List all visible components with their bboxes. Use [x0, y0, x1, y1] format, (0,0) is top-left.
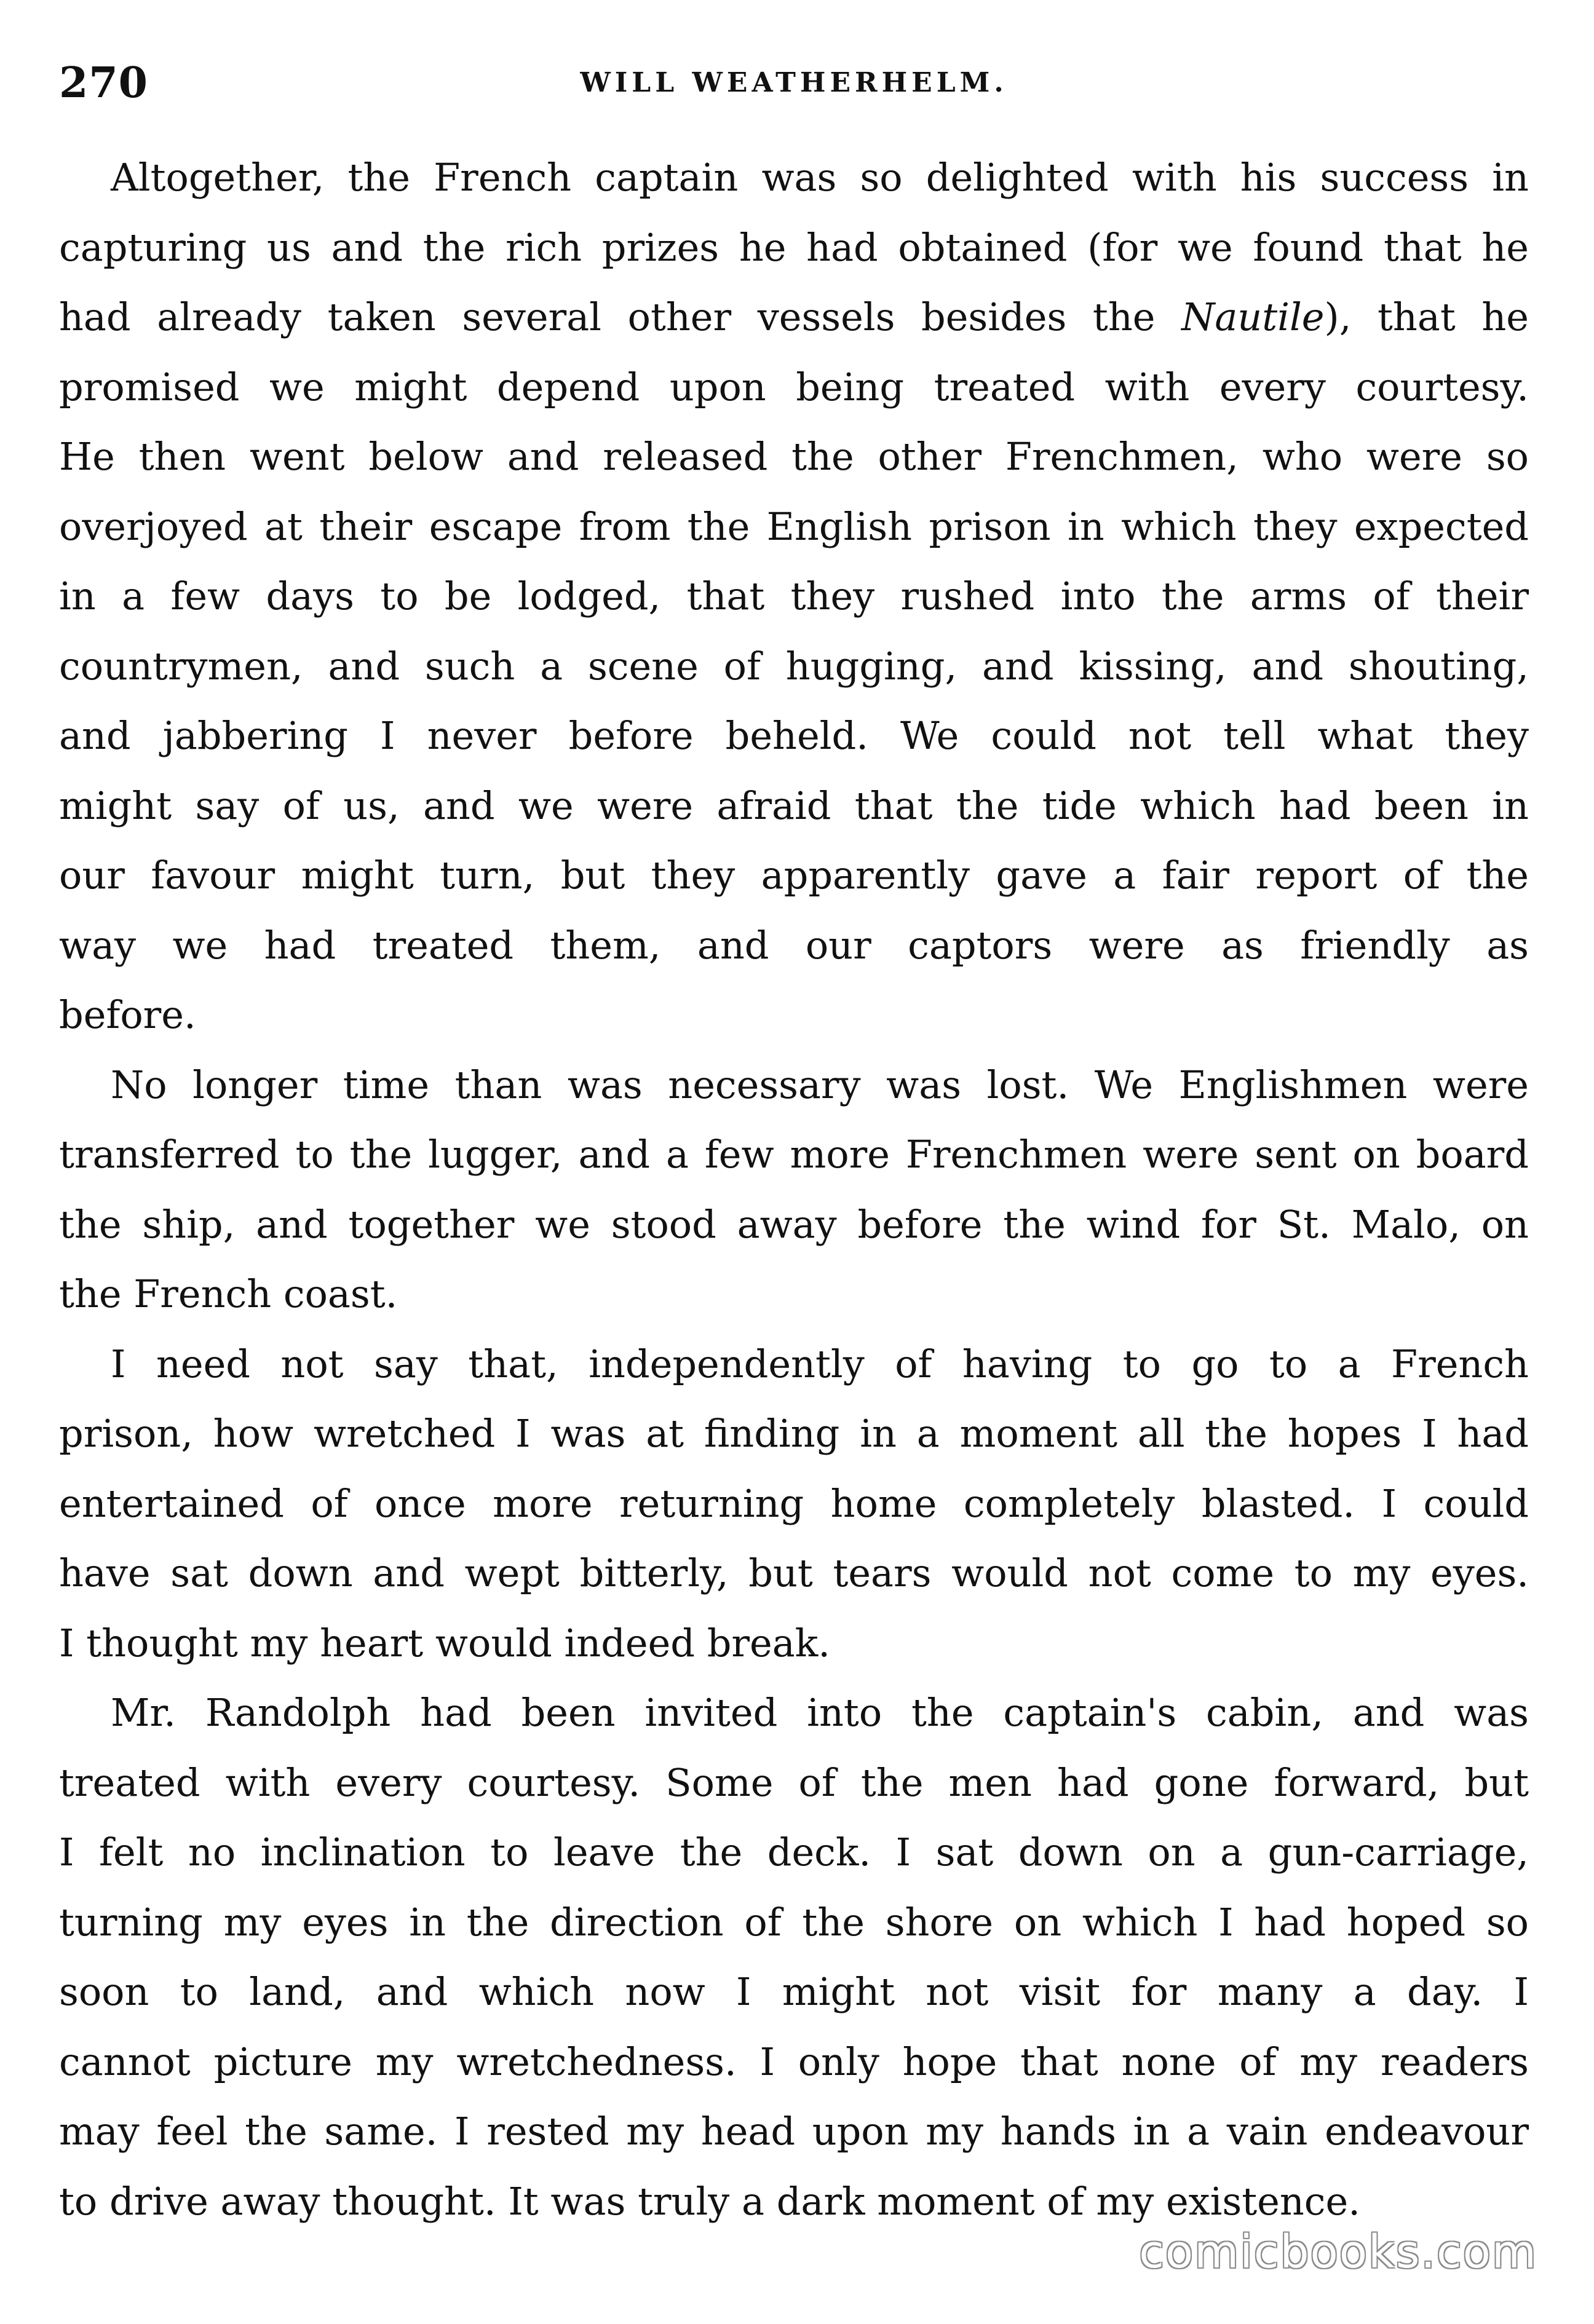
- text-line: He then went below and released the other Frenchmen, who were so: [59, 434, 1529, 479]
- text-line: way we had treated them, and our captors were as friendly as: [59, 922, 1529, 968]
- running-title: WILL WEATHERHELM.: [580, 67, 1008, 98]
- text-line: No longer time than was necessary was lost. We Englishmen were: [111, 1062, 1529, 1107]
- text-line: before.: [59, 992, 196, 1037]
- text-line: countrymen, and such a scene of hugging, and kissing, and shouting,: [59, 643, 1529, 689]
- text-line: I felt no inclination to leave the deck. I sat down on a gun-carriage,: [59, 1830, 1529, 1875]
- text-line: turning my eyes in the direction of the shore on which I had hoped so: [59, 1899, 1529, 1945]
- text-line: to drive away thought. It was truly a dark moment of my existence.: [59, 2178, 1360, 2224]
- text-line: had already taken several other vessels besides the Nautile), that he: [59, 294, 1529, 339]
- text-line: and jabbering I never before beheld. We could not tell what they: [59, 713, 1529, 758]
- text-line: entertained of once more returning home completely blasted. I could: [59, 1480, 1529, 1526]
- text-line: capturing us and the rich prizes he had obtained (for we found that he: [59, 224, 1529, 270]
- text-line: Altogether, the French captain was so delighted with his success in: [111, 155, 1529, 200]
- text-line: overjoyed at their escape from the English prison in which they expected: [59, 504, 1529, 549]
- paragraph: [59, 1678, 1529, 2236]
- text-line: might say of us, and we were afraid that the tide which had been in: [59, 783, 1529, 828]
- paragraph: [59, 1050, 1529, 1329]
- page-number: 270: [59, 58, 148, 108]
- page-header: [59, 58, 1529, 114]
- text-line: the ship, and together we stood away before the wind for St. Malo, on: [59, 1201, 1529, 1247]
- text-line: promised we might depend upon being treated with every courtesy.: [59, 364, 1529, 409]
- text-line: in a few days to be lodged, that they rushed into the arms of their: [59, 574, 1529, 619]
- paragraph: [59, 1329, 1529, 1678]
- text-line: have sat down and wept bitterly, but tears would not come to my eyes.: [59, 1551, 1529, 1595]
- text-line: the French coast.: [59, 1271, 398, 1316]
- text-line: prison, how wretched I was at finding in a moment all the hopes I had: [59, 1411, 1529, 1456]
- watermark: comicbooks.com: [1139, 2226, 1537, 2279]
- text-line: our favour might turn, but they apparently gave a fair report of the: [59, 853, 1529, 898]
- body-text: [59, 143, 1529, 2236]
- text-line: may feel the same. I rested my head upon my hands in a vain endeavour: [59, 2109, 1529, 2154]
- text-line: I thought my heart would indeed break.: [59, 1620, 830, 1666]
- paragraph: [59, 143, 1529, 1050]
- text-line: treated with every courtesy. Some of the men had gone forward, but: [59, 1760, 1529, 1805]
- text-line: Mr. Randolph had been invited into the captain's cabin, and was: [111, 1690, 1529, 1735]
- text-line: I need not say that, independently of having to go to a French: [111, 1341, 1529, 1386]
- text-line: soon to land, and which now I might not visit for many a day. I: [59, 1969, 1529, 2014]
- text-line: cannot picture my wretchedness. I only hope that none of my readers: [59, 2039, 1529, 2084]
- text-line: transferred to the lugger, and a few more Frenchmen were sent on board: [59, 1132, 1529, 1177]
